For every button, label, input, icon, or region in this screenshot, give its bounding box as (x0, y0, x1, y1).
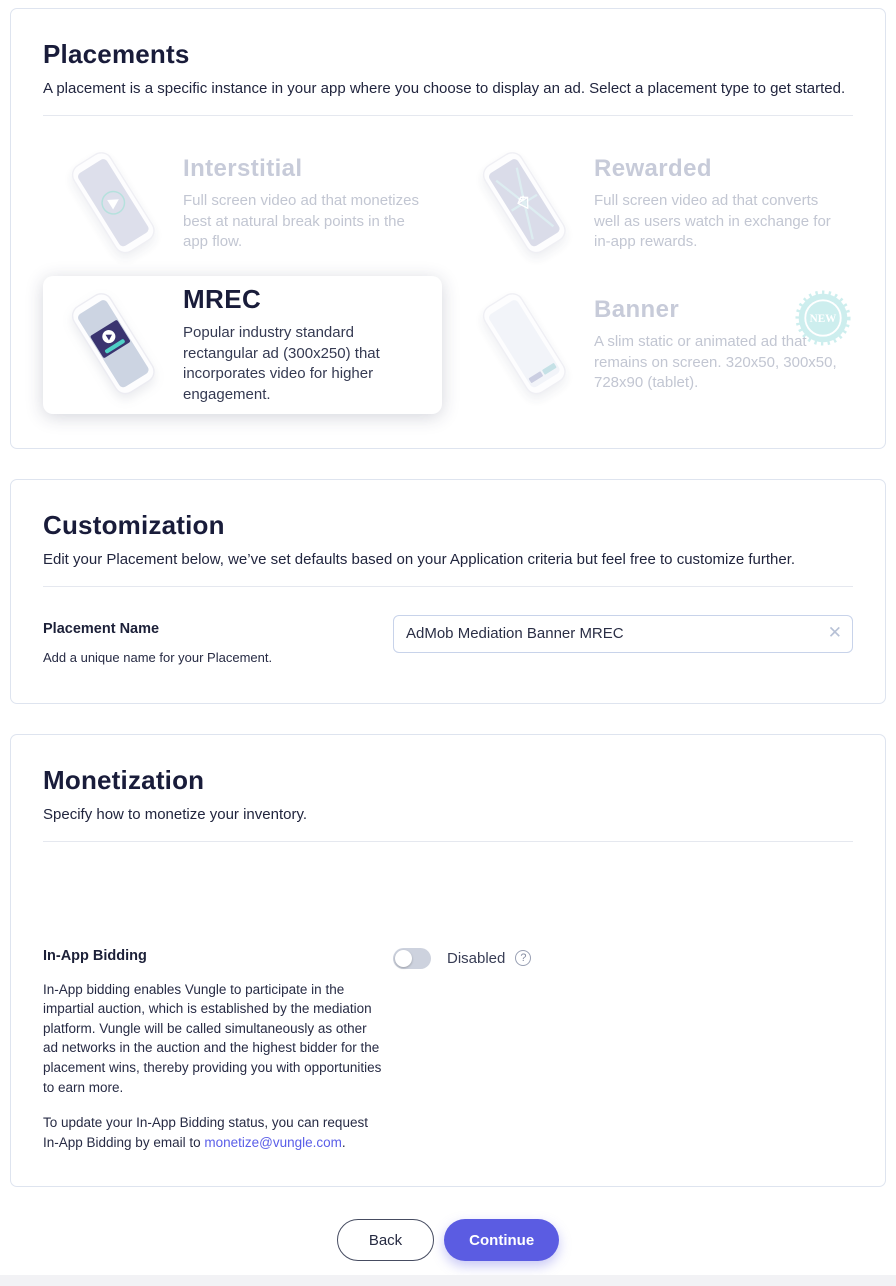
placements-divider (43, 115, 853, 116)
banner-phone-icon (468, 287, 580, 403)
new-badge-label: NEW (809, 313, 837, 326)
mrec-description: Popular industry standard rectangular ad (300x250) that incorporates video for higher engagement. (183, 324, 380, 404)
placement-type-grid (43, 138, 853, 414)
placements-card (10, 8, 886, 449)
mrec-title: MREC (183, 284, 262, 314)
interstitial-text (183, 155, 428, 253)
in-app-bidding-note (43, 1113, 383, 1152)
continue-button[interactable]: Continue (444, 1219, 559, 1261)
rewarded-phone-icon (468, 146, 580, 262)
in-app-bidding-text-block (43, 948, 393, 1153)
placement-name-row (43, 615, 853, 665)
placements-title: Placements (43, 39, 190, 69)
rewarded-title: Rewarded (594, 154, 712, 182)
placements-description: A placement is a specific instance in your app where you choose to display an ad. Select a placement type to get started. (43, 80, 846, 97)
placement-name-label: Placement Name (43, 620, 160, 637)
interstitial-phone-icon (57, 146, 169, 262)
in-app-bidding-controls (393, 948, 531, 969)
bottom-strip (0, 1275, 896, 1286)
banner-title: Banner (594, 295, 680, 323)
new-badge (795, 290, 851, 346)
back-button[interactable]: Back (337, 1219, 434, 1261)
banner-description: A slim static or animated ad that remains on screen. 320x50, 300x50, 728x90 (tablet). (594, 332, 837, 392)
monetization-card (10, 734, 886, 1188)
in-app-bidding-status: Disabled (447, 949, 506, 967)
help-icon[interactable]: ? (515, 950, 531, 966)
placement-type-interstitial[interactable] (43, 138, 442, 270)
placement-name-input[interactable] (393, 615, 853, 653)
monetization-description: Specify how to monetize your inventory. (43, 805, 308, 823)
mrec-text (183, 284, 428, 406)
monetize-email-link[interactable]: monetize@vungle.com (204, 1134, 342, 1150)
placement-name-help: Add a unique name for your Placement. (43, 649, 273, 665)
customization-divider (43, 586, 853, 587)
interstitial-title: Interstitial (183, 154, 303, 182)
placement-name-input-wrap (393, 615, 853, 653)
rewarded-text (594, 155, 839, 253)
note-suffix: . (341, 1134, 346, 1150)
customization-card (10, 479, 886, 704)
interstitial-description: Full screen video ad that monetizes best at natural break points in the app flow. (183, 191, 419, 251)
monetization-title: Monetization (43, 764, 205, 795)
placement-type-mrec[interactable] (43, 276, 442, 414)
monetization-divider (43, 841, 853, 842)
rewarded-description: Full screen video ad that converts well as users watch in exchange for in-app rewards. (594, 191, 831, 251)
in-app-bidding-label: In-App Bidding (43, 947, 147, 964)
note-prefix: To update your In-App Bidding status, you can request In-App Bidding by email to (43, 1115, 368, 1150)
placement-type-banner[interactable] (454, 276, 853, 414)
mrec-phone-icon (57, 287, 169, 403)
footer-actions (10, 1219, 886, 1261)
in-app-bidding-description: In-App bidding enables Vungle to participate in the impartial auction, which is established by the mediation platform. Vungle will be called simultaneously as other ad networks in the auction and the highest bidder for the placement wins, thereby providing you with opportunities to earn more. (43, 981, 382, 1095)
in-app-bidding-row (43, 948, 853, 1153)
customization-description: Edit your Placement below, we’ve set defaults based on your Application criteria but feel free to customize further. (43, 550, 796, 568)
customization-title: Customization (43, 509, 225, 540)
toggle-knob (395, 950, 412, 967)
clear-input-icon[interactable]: ✕ (827, 622, 842, 642)
placement-type-rewarded[interactable] (454, 138, 853, 270)
placement-name-label-block (43, 615, 393, 665)
in-app-bidding-toggle[interactable] (393, 948, 431, 969)
